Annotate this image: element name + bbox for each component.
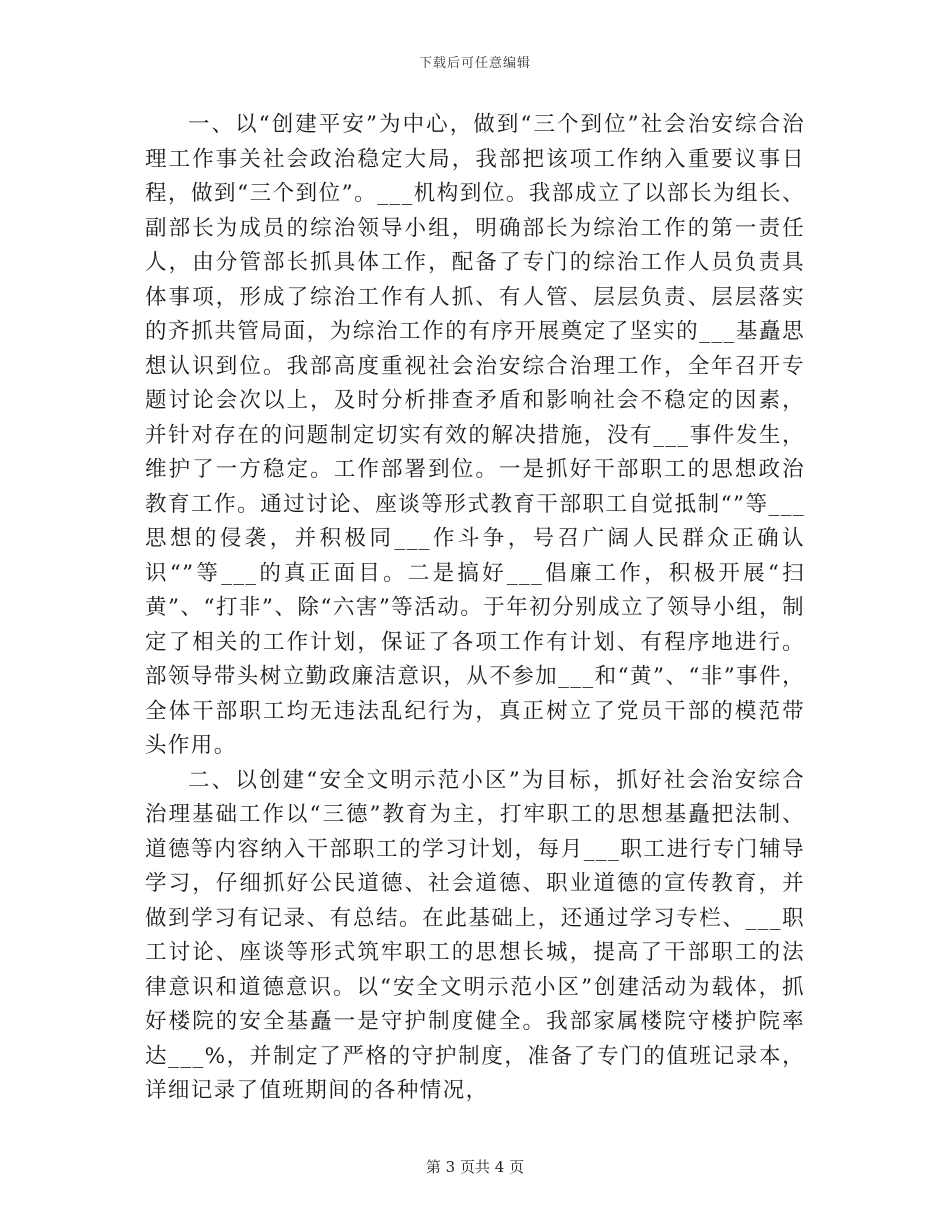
page-number: 第 3 页共 4 页: [425, 1158, 525, 1176]
document-body: [145, 108, 805, 1109]
paragraph-2: 二、以创建“安全文明示范小区”为目标，抓好社会治安综合治理基础工作以“三德”教育为主，打牢职工的思想基矗把法制、道德等内容纳入干部职工的学习计划，每月___职工进行专门辅导学习，仔细抓好公民道德、社会道德、职业道德的宣传教育，并做到学习有记录、有总结。在此基础上，还通过学习专栏、___职工讨论、座谈等形式筑牢职工的思想长城，提高了干部职工的法律意识和道德意识。以“安全文明示范小区”创建活动为载体，抓好楼院的安全基矗一是守护制度健全。我部家属楼院守楼护院率达___%，并制定了严格的守护制度，准备了专门的值班记录本，详细记录了值班期间的各种情况，: [145, 767, 805, 1103]
page-header-note: 下载后可任意编辑: [418, 56, 531, 71]
paragraph-1: 一、以“创建平安”为中心，做到“三个到位”社会治安综合治理工作事关社会政治稳定大局，我部把该项工作纳入重要议事日程，做到“三个到位”。___机构到位。我部成立了以部长为组长、副部长为成员的综治领导小组，明确部长为综治工作的第一责任人，由分管部长抓具体工作，配备了专门的综治工作人员负责具体事项，形成了综治工作有人抓、有人管、层层负责、层层落实的齐抓共管局面，为综治工作的有序开展奠定了坚实的___基矗思想认识到位。我部高度重视社会治安综合治理工作，全年召开专题讨论会次以上，及时分析排查矛盾和影响社会不稳定的因素，并针对存在的问题制定切实有效的解决措施，没有___事件发生，维护了一方稳定。工作部署到位。一是抓好干部职工的思想政治教育工作。通过讨论、座谈等形式教育干部职工自觉抵制“”等___思想的侵袭，并积极同___作斗争，号召广阔人民群众正确认识“”等___的真正面目。二是搞好___倡廉工作，积极开展“扫黄”、“打非”、除“六害”等活动。于年初分别成立了领导小组，制定了相关的工作计划，保证了各项工作有计划、有程序地进行。部领导带头树立勤政廉洁意识，从不参加___和“黄”、“非”事件，全体干部职工均无违法乱纪行为，真正树立了党员干部的模范带头作用。: [145, 112, 805, 758]
